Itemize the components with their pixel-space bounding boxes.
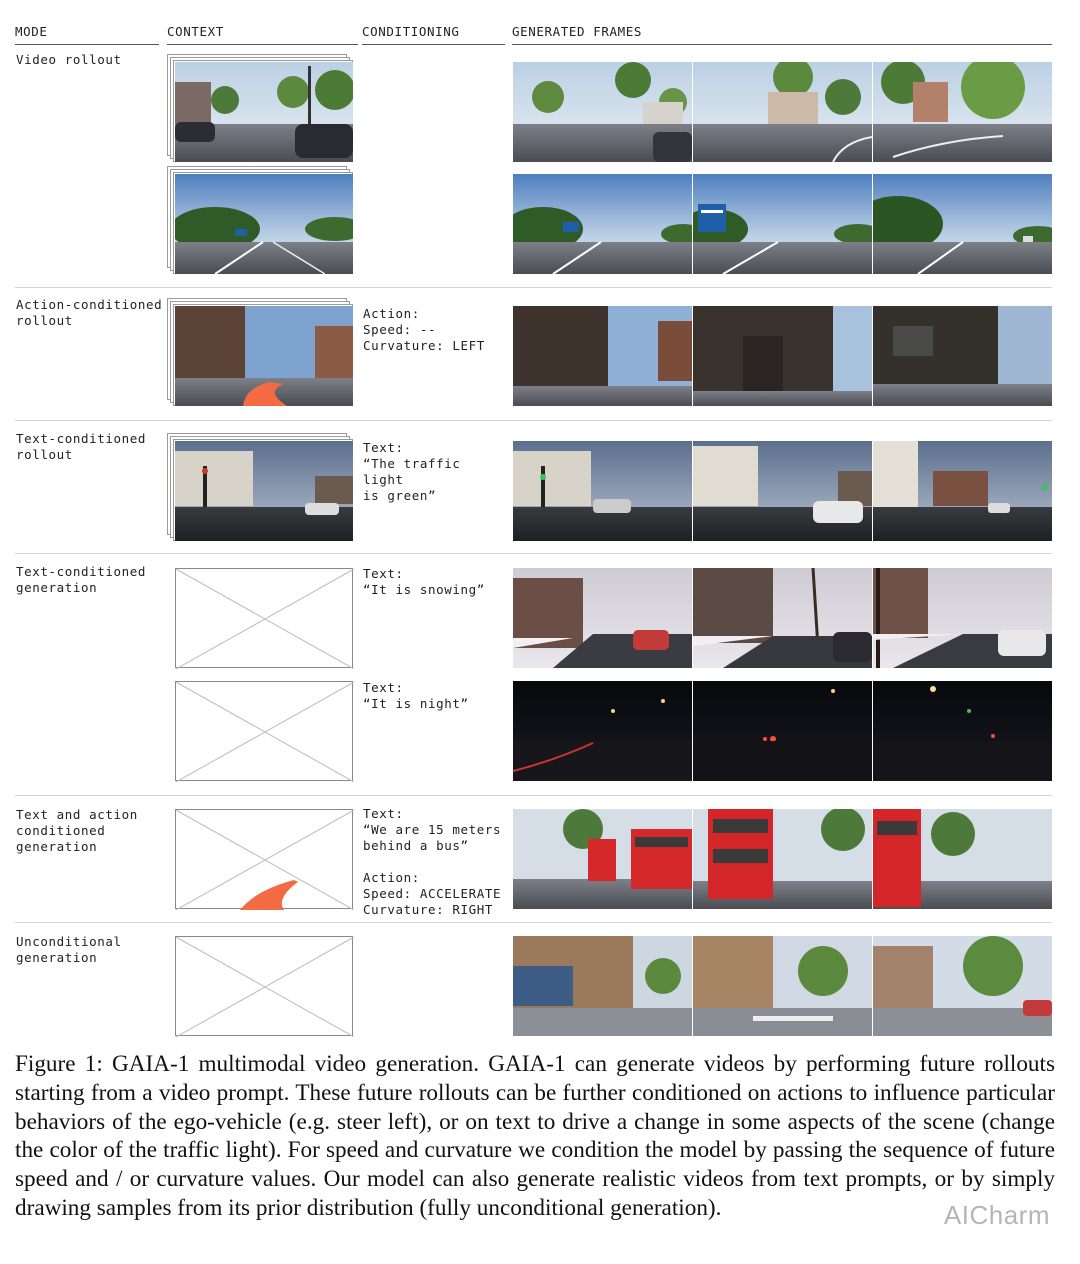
row-separator [15,553,1052,554]
context-video-a [175,62,353,162]
generated-frame [873,174,1052,274]
generated-frame [693,936,872,1036]
mode-video-rollout: Video rollout [16,52,122,67]
header-context: CONTEXT [167,24,358,45]
watermark: AICharm [943,1200,1050,1230]
mode-text-generation: Text-conditioned generation [16,564,147,595]
generated-frame [513,681,692,781]
empty-context-placeholder [175,809,353,909]
generated-frame [693,681,872,781]
mode-unconditional: Unconditional generation [16,934,122,965]
empty-context-placeholder [175,568,353,668]
row-separator [15,420,1052,421]
generated-frame [513,568,692,668]
generated-frames-night [513,681,1052,781]
context-frame-image [175,306,353,406]
conditioning-text-rollout: Text: “The traffic light is green” [363,440,461,503]
generated-frame [513,174,692,274]
header-generated-frames: GENERATED FRAMES [512,24,1052,45]
trajectory-overlay [240,880,298,910]
conditioning-action-rollout: Action: Speed: -- Curvature: LEFT [363,306,485,353]
conditioning-night: Text: “It is night” [363,680,469,711]
generated-frame [693,62,872,162]
empty-context-placeholder [175,936,353,1036]
generated-frame [873,681,1052,781]
row-separator [15,287,1052,288]
generated-frames-snow [513,568,1052,668]
context-frame-image [175,62,353,162]
context-text-rollout [175,441,353,541]
context-video-b [175,174,353,274]
generated-frames-action-rollout [513,306,1052,406]
mode-action-rollout: Action-conditioned rollout [16,297,163,328]
generated-frames-unconditional [513,936,1052,1036]
header-conditioning: CONDITIONING [362,24,505,45]
generated-frame [693,441,872,541]
generated-frame [873,62,1052,162]
generated-frame [693,568,872,668]
generated-frame [873,306,1052,406]
generated-frame [513,62,692,162]
generated-frames-video-a [513,62,1052,162]
row-separator [15,795,1052,796]
generated-frame [693,306,872,406]
generated-frame [513,306,692,406]
generated-frame [513,809,692,909]
generated-frames-bus [513,809,1052,909]
generated-frames-text-rollout [513,441,1052,541]
empty-context-placeholder [175,681,353,781]
generated-frame [873,441,1052,541]
generated-frame [513,936,692,1036]
context-frame-image [175,441,353,541]
generated-frame [873,809,1052,909]
mode-text-rollout: Text-conditioned rollout [16,431,147,462]
context-action-rollout [175,306,353,406]
conditioning-text-action: Text: “We are 15 meters behind a bus” Action: Speed: ACCELERATE Curvature: RIGHT [363,806,502,917]
generated-frame [693,174,872,274]
generated-frame [873,568,1052,668]
context-frame-image [175,174,353,274]
generated-frame [693,809,872,909]
generated-frames-video-b [513,174,1052,274]
header-mode: MODE [15,24,159,45]
mode-text-action-generation: Text and action conditioned generation [16,807,138,854]
generated-frame [513,441,692,541]
figure-caption: Figure 1: GAIA-1 multimodal video generation. GAIA-1 can generate videos by performing future rollouts starting from a video prompt. These future rollouts can be further conditioned on actions to influence particular behaviors of the ego-vehicle (e.g. steer left), or on text to drive a change in some aspects of the scene (change the color of the traffic light). For speed and curvature we condition the model by passing the sequence of future speed and / or curvature values. Our model can also generate realistic videos from text prompts, or by simply drawing samples from its prior distribution (fully unconditional generation). [15,1051,1055,1221]
row-separator [15,922,1052,923]
conditioning-snow: Text: “It is snowing” [363,566,485,597]
generated-frame [873,936,1052,1036]
